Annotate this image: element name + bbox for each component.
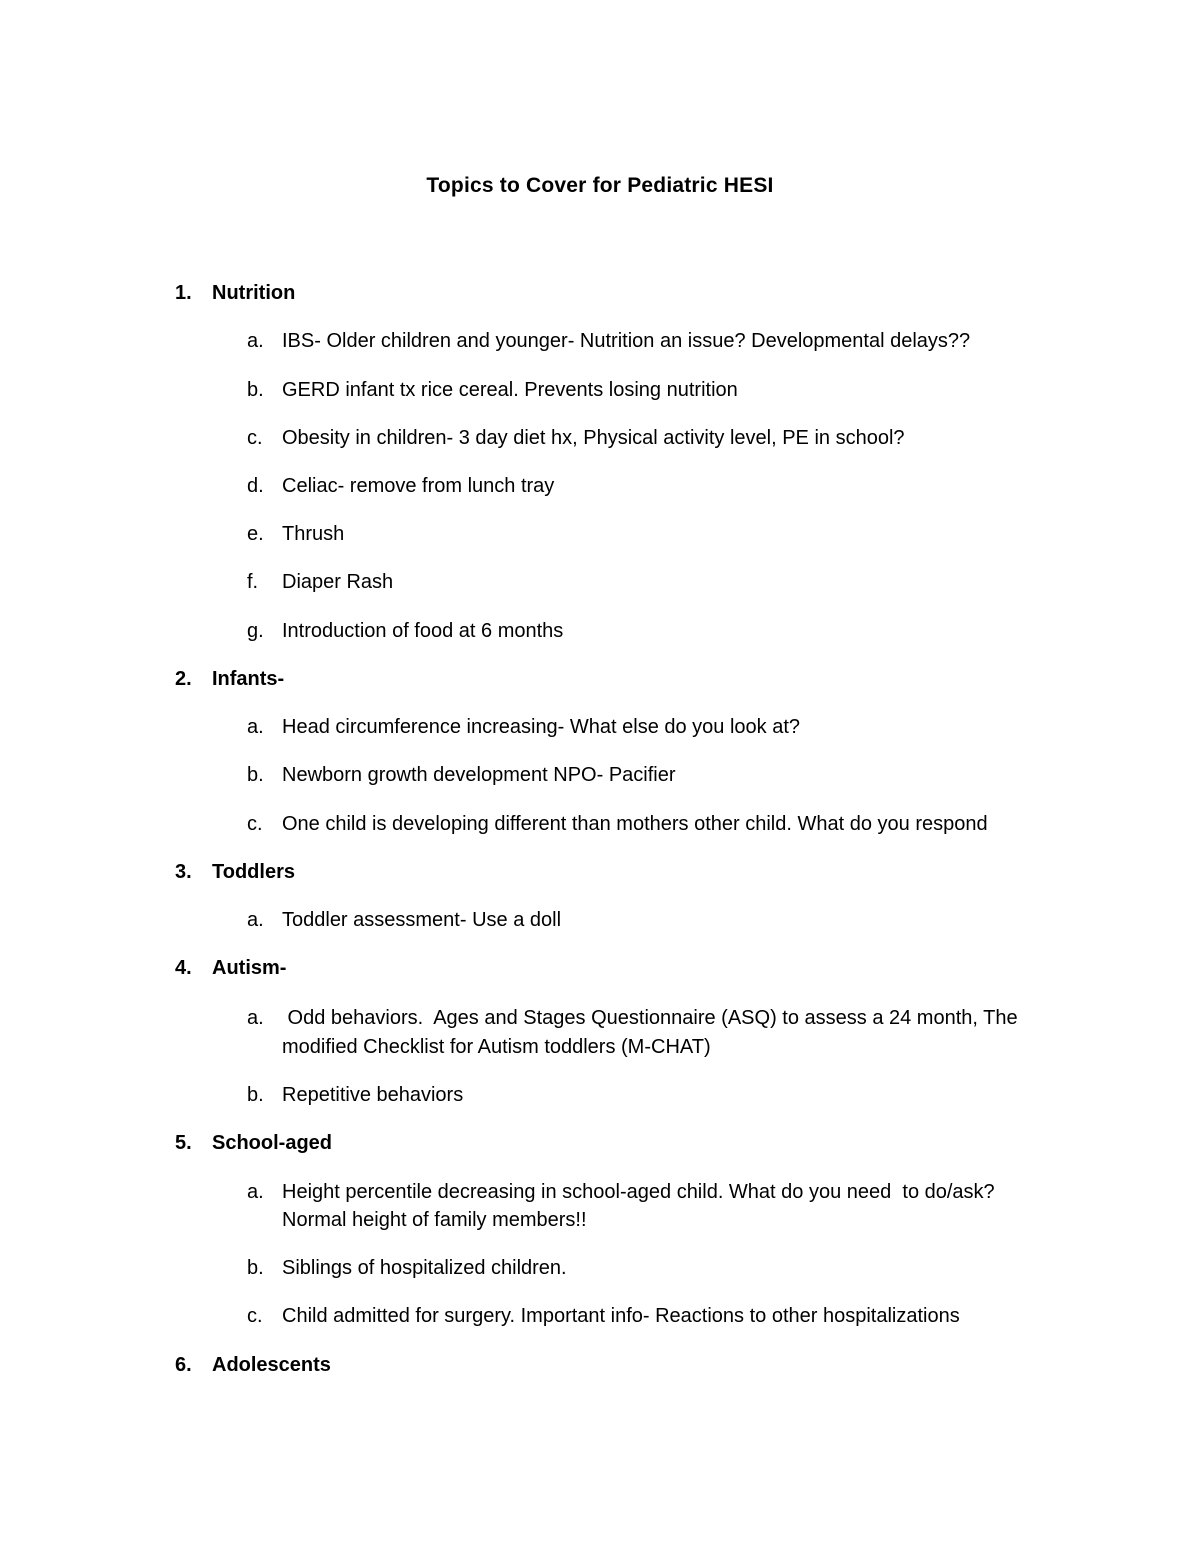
item-text: Odd behaviors. Ages and Stages Questionnaire (ASQ) to assess a 24 month, The [282,1007,1018,1029]
item-letter: c. [247,1305,263,1327]
item-text-continued: Normal height of family members!! [282,1209,587,1231]
item-letter: f. [247,571,259,593]
document-title: Topics to Cover for Pediatric HESI [426,174,774,197]
item-letter: a. [247,1007,264,1029]
section-number: 5. [175,1132,192,1154]
item-text: IBS- Older children and younger- Nutrition an issue? Developmental delays?? [282,330,971,352]
section-number: 2. [175,668,192,690]
item-text: Obesity in children- 3 day diet hx, Physical activity level, PE in school? [282,427,905,449]
section-number: 6. [175,1354,192,1376]
item-letter: b. [247,764,264,786]
item-text: Thrush [282,523,345,545]
item-text: Newborn growth development NPO- Pacifier [282,764,676,786]
item-text: Height percentile decreasing in school-aged child. What do you need to do/ask? [282,1181,995,1203]
item-letter: g. [247,620,264,642]
section-heading: Autism- [212,957,287,979]
section-number: 3. [175,861,192,883]
item-text: Toddler assessment- Use a doll [282,909,562,931]
item-letter: b. [247,1257,264,1279]
item-text: Child admitted for surgery. Important info- Reactions to other hospitalizations [282,1305,960,1327]
item-text: Head circumference increasing- What else do you look at? [282,716,801,738]
item-text: Celiac- remove from lunch tray [282,475,555,497]
item-text: Repetitive behaviors [282,1084,464,1106]
section-number: 4. [175,957,192,979]
item-letter: c. [247,813,263,835]
item-letter: d. [247,475,264,497]
item-text-continued: modified Checklist for Autism toddlers (M-CHAT) [282,1036,711,1058]
section-heading: Toddlers [212,861,295,883]
item-text: Siblings of hospitalized children. [282,1257,567,1279]
section-heading: Infants- [212,668,285,690]
item-text: Diaper Rash [282,571,394,593]
item-letter: a. [247,1181,264,1203]
section-number: 1. [175,282,192,304]
section-heading: School-aged [212,1132,333,1154]
item-text: GERD infant tx rice cereal. Prevents losing nutrition [282,379,738,401]
item-letter: a. [247,716,264,738]
item-letter: b. [247,1084,264,1106]
item-letter: b. [247,379,264,401]
item-text: Introduction of food at 6 months [282,620,564,642]
item-text: One child is developing different than mothers other child. What do you respond [282,813,988,835]
item-letter: e. [247,523,264,545]
section-heading: Nutrition [212,282,296,304]
section-heading: Adolescents [212,1354,331,1376]
item-letter: a. [247,330,264,352]
item-letter: a. [247,909,264,931]
item-letter: c. [247,427,263,449]
